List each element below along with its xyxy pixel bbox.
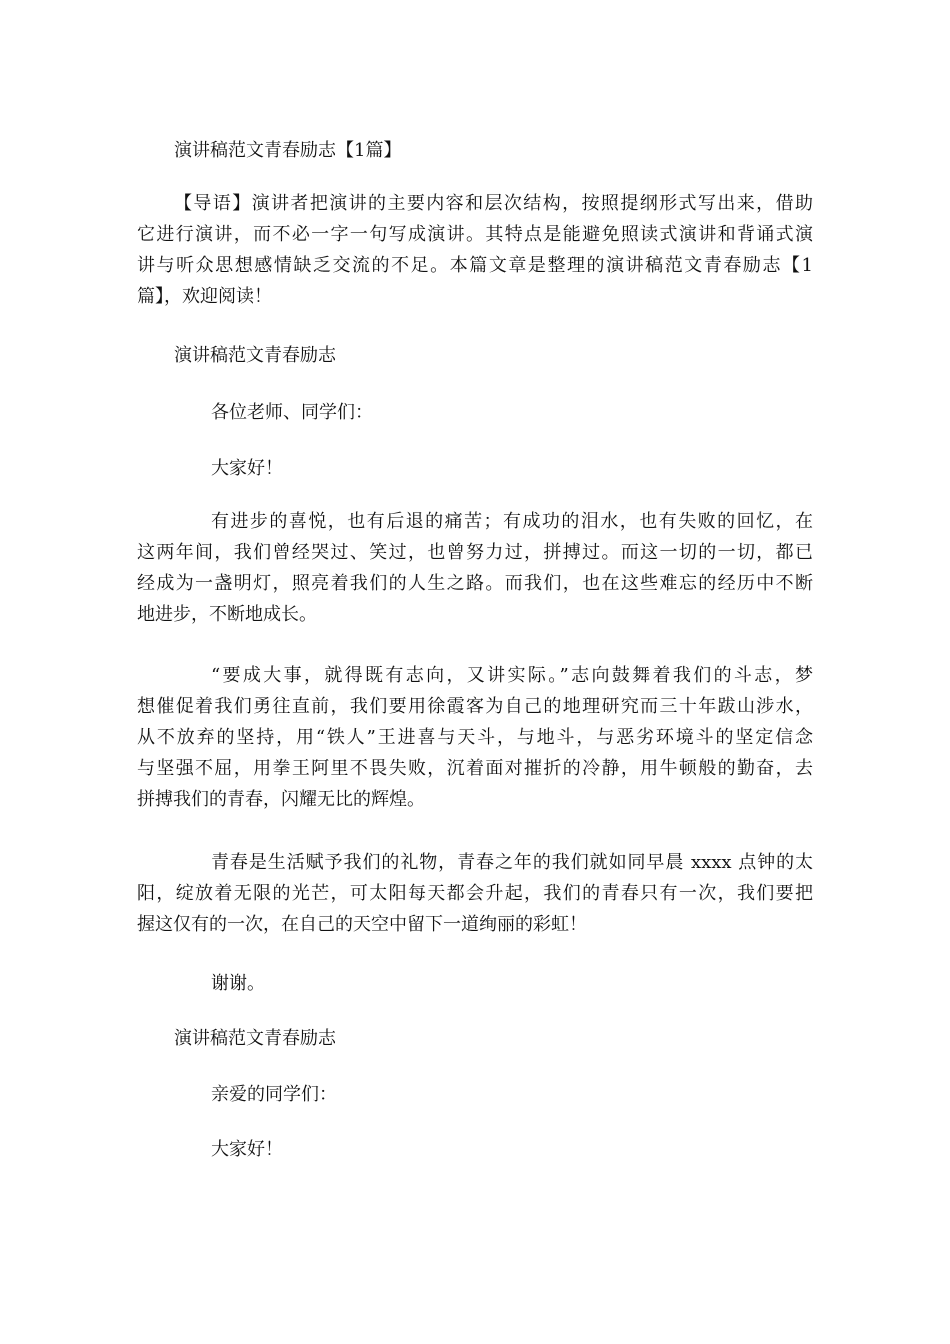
paragraph-line: 这两年间，我们曾经哭过、笑过，也曾努力过，拼搏过。而这一切的一切，都已 — [137, 542, 813, 563]
body-paragraph — [137, 506, 813, 630]
paragraph-line: 与坚强不屈，用拳王阿里不畏失败，沉着面对摧折的冷静，用牛顿般的勤奋，去 — [137, 758, 813, 779]
paragraph-line: 从不放弃的坚持，用“铁人”王进喜与天斗，与地斗，与恶劣环境斗的坚定信念 — [137, 727, 813, 748]
intro-line: 它进行演讲，而不必一字一句写成演讲。其特点是能避免照读式演讲和背诵式演 — [137, 224, 813, 245]
paragraph-line: 青春是生活赋予我们的礼物，青春之年的我们就如同早晨 xxxx 点钟的太 — [211, 852, 813, 873]
intro-line: 【导语】演讲者把演讲的主要内容和层次结构，按照提纲形式写出来，借助 — [174, 193, 813, 214]
paragraph-line: 经成为一盏明灯，照亮着我们的人生之路。而我们，也在这些难忘的经历中不断 — [137, 573, 813, 594]
paragraph-line: 握这仅有的一次，在自己的天空中留下一道绚丽的彩虹！ — [137, 914, 587, 935]
body-paragraph — [137, 847, 813, 940]
salutation: 各位老师、同学们： — [211, 402, 373, 423]
salutation: 亲爱的同学们： — [211, 1084, 337, 1105]
intro-paragraph — [137, 188, 813, 312]
paragraph-line: 想催促着我们勇往直前，我们要用徐霞客为自己的地理研究而三十年跋山涉水， — [137, 696, 813, 717]
intro-line: 讲与听众思想感情缺乏交流的不足。本篇文章是整理的演讲稿范文青春励志【1 — [137, 255, 813, 276]
document-title: 演讲稿范文青春励志【1篇】 — [174, 140, 402, 161]
greeting: 大家好！ — [211, 458, 283, 479]
closing: 谢谢。 — [211, 973, 265, 994]
paragraph-line: “要成大事，就得既有志向，又讲实际。”志向鼓舞着我们的斗志，梦 — [211, 665, 813, 686]
section-heading: 演讲稿范文青春励志 — [174, 1028, 336, 1049]
paragraph-line: 拼搏我们的青春，闪耀无比的辉煌。 — [137, 789, 425, 810]
paragraph-line: 地进步，不断地成长。 — [137, 604, 317, 625]
section-heading: 演讲稿范文青春励志 — [174, 345, 336, 366]
paragraph-line: 有进步的喜悦，也有后退的痛苦；有成功的泪水，也有失败的回忆，在 — [211, 511, 813, 532]
body-paragraph — [137, 660, 813, 815]
greeting: 大家好！ — [211, 1139, 283, 1160]
paragraph-line: 阳，绽放着无限的光芒，可太阳每天都会升起，我们的青春只有一次，我们要把 — [137, 883, 813, 904]
intro-line: 篇】，欢迎阅读！ — [137, 286, 272, 307]
